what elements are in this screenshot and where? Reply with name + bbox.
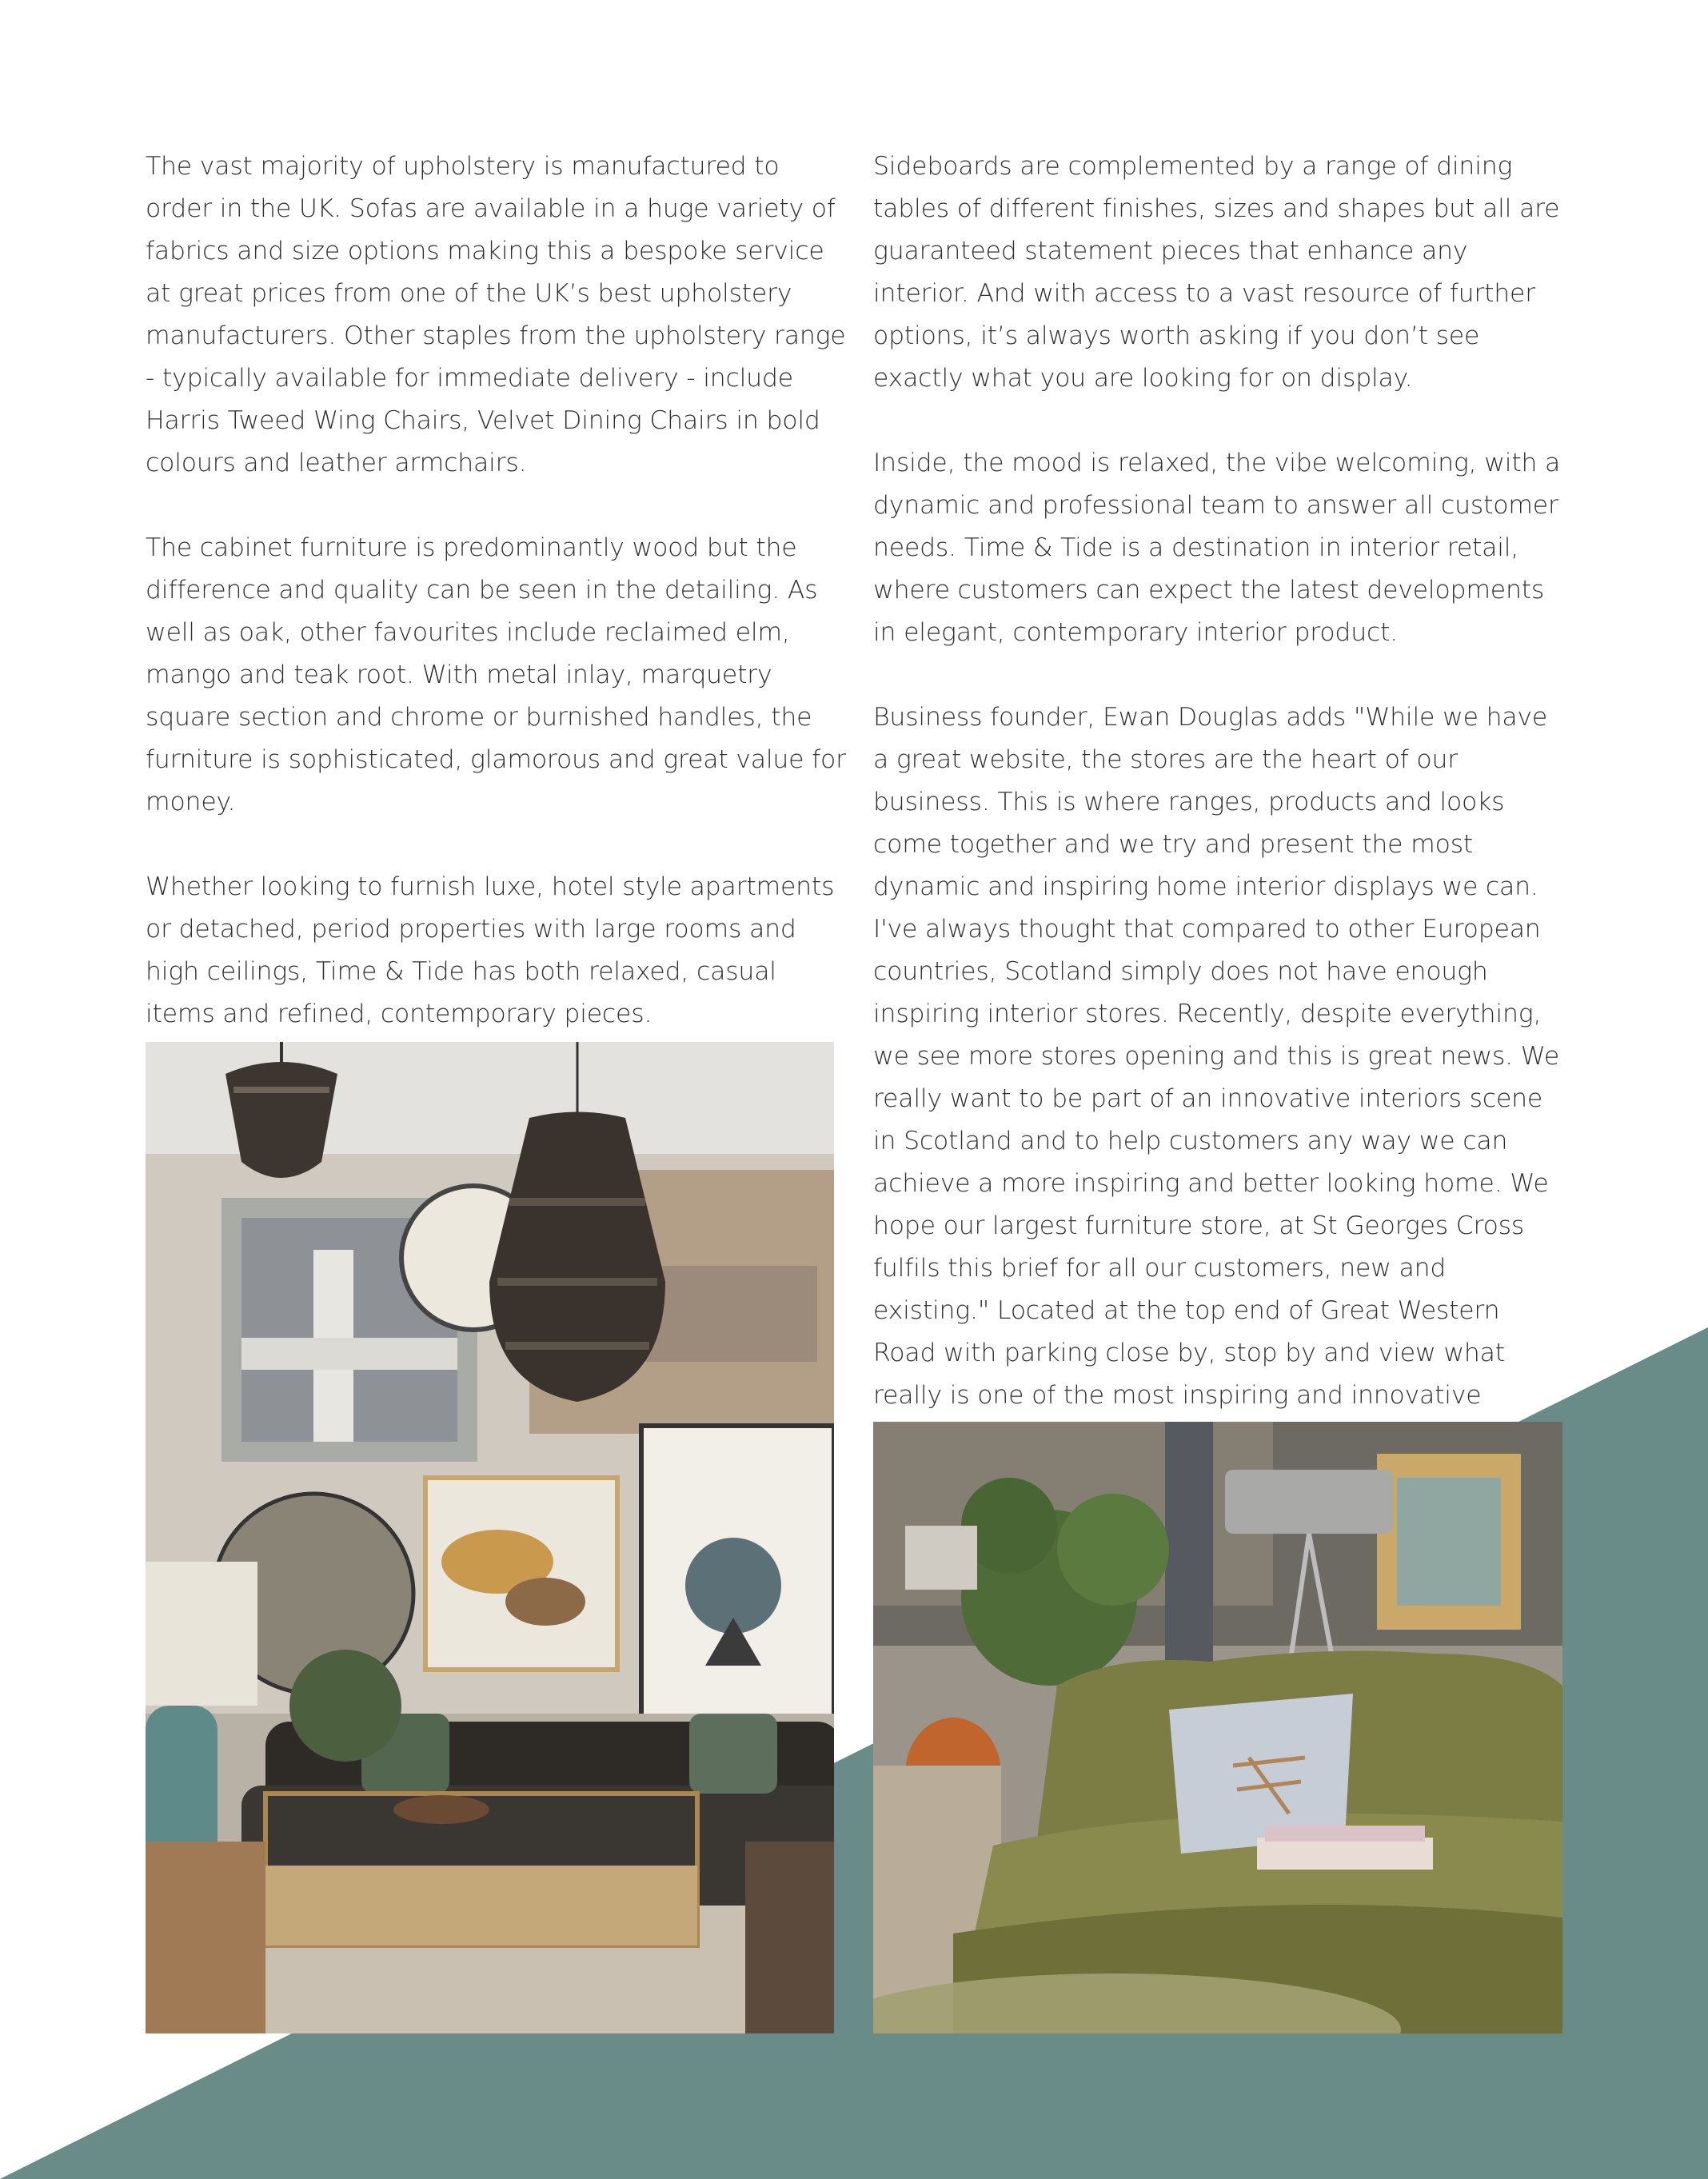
right-paragraph-1: Sideboards are complemented by a range of dining tables of different finishes, sizes and shapes but all are guaranteed statement pieces that enhance any interior. And with access to a vast resource of further options, it’s always worth asking if you don’t see exactly what you are looking for on display. bbox=[873, 152, 1560, 393]
left-paragraph-1: The vast majority of upholstery is manufactured to order in the UK. Sofas are available in a huge variety of fabrics and size options making this a bespoke service at great prices from one of the UK’s best upholstery manufacturers. Other staples from the upholstery range - typically available for immediate delivery - include Harris Tweed Wing Chairs, Velvet Dining Chairs in bold colours and leather armchairs. bbox=[146, 152, 846, 477]
left-text-column bbox=[146, 146, 849, 1036]
right-paragraph-3: Business founder, Ewan Douglas adds "While we have a great website, the stores are the heart of our business. This is where ranges, products and looks come together and we try and present the most dynamic and inspiring home interior displays we can. I've always thought that compared to other European countries, Scotland simply does not have enough inspiring interior stores. Recently, despite everything, we see more stores opening and this is great news. We really want to be part of an innovative interiors scene in Scotland and to help customers any way we can achieve a more inspiring and better looking home. We hope our largest furniture store, at St Georges Cross fulfils this brief for all our customers, new and existing." Located at the top end of Great Western Road with parking close by, stop by and view what really is one of the most inspiring and innovative bbox=[873, 703, 1560, 1410]
showroom-photo-right bbox=[873, 1422, 1562, 2033]
showroom-photo-left bbox=[146, 1042, 834, 2033]
right-text-column bbox=[873, 146, 1569, 1459]
left-paragraph-2: The cabinet furniture is predominantly wood but the difference and quality can be seen in the detailing. As well as oak, other favourites include reclaimed elm, mango and teak root. With metal inlay, marquetry square section and chrome or burnished handles, the furniture is sophisticated, glamorous and great value for money. bbox=[146, 533, 846, 816]
right-paragraph-2: Inside, the mood is relaxed, the vibe welcoming, with a dynamic and professional team to answer all customer needs. Time & Tide is a destination in interior retail, where customers can expect the latest developments in elegant, contemporary interior product. bbox=[873, 449, 1561, 647]
left-paragraph-3: Whether looking to furnish luxe, hotel style apartments or detached, period properties with large rooms and high ceilings, Time & Tide has both relaxed, casual items and refined, contemporary pieces. bbox=[146, 872, 835, 1028]
